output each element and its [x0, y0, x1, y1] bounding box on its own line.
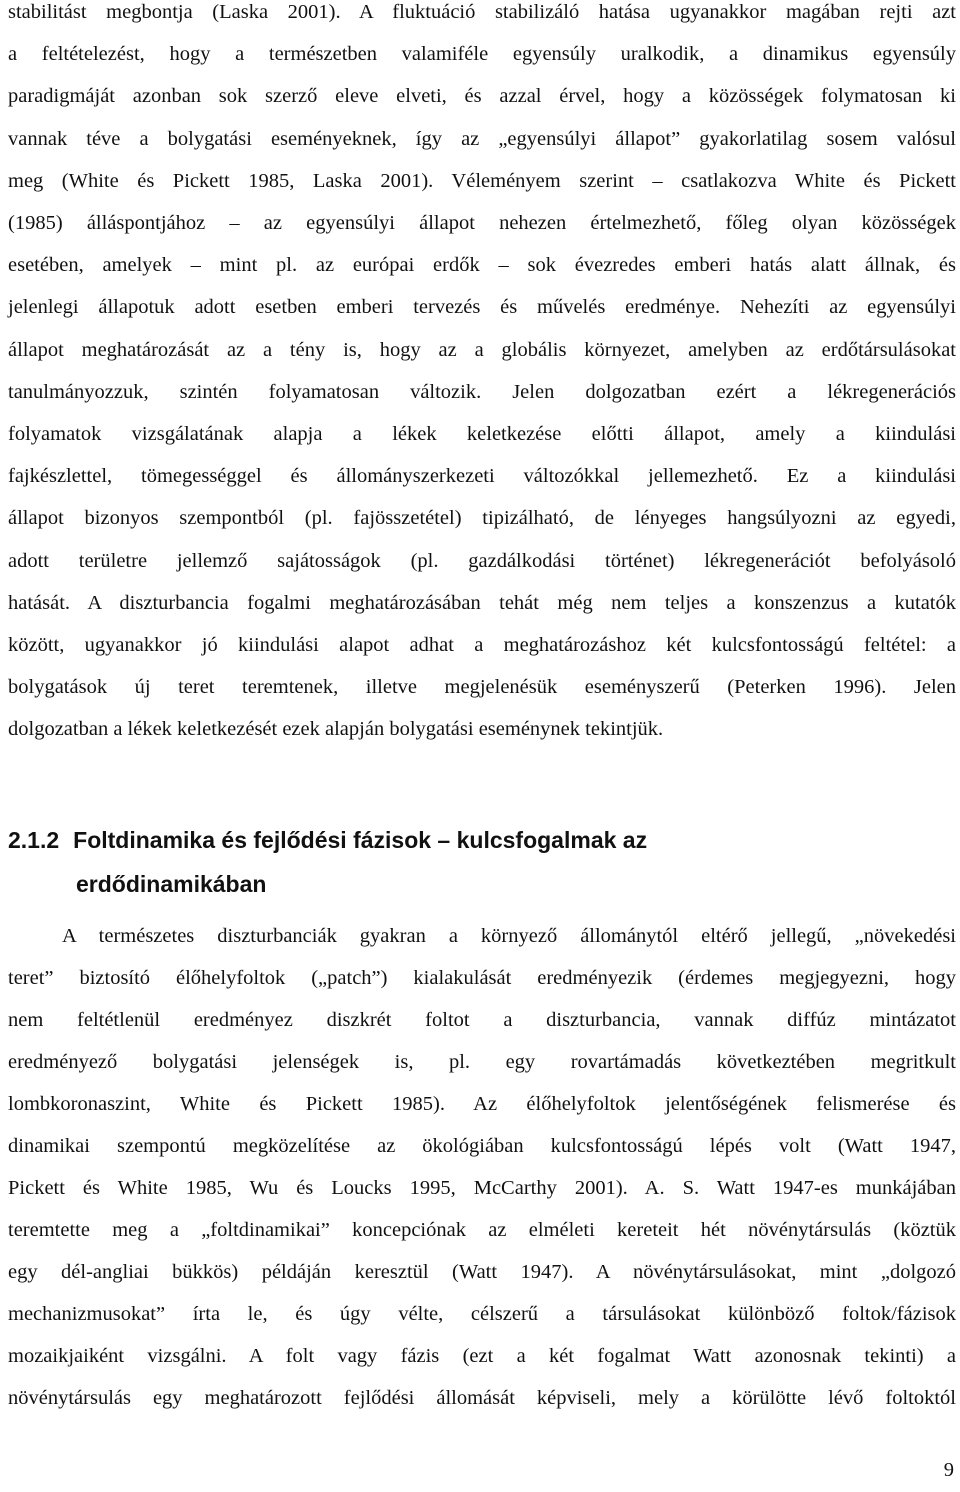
text-line: eredményező bolygatási jelenségek is, pl. egy rovartámadás következtében megritkult [8, 1051, 956, 1073]
section-heading-line-2 [76, 870, 266, 898]
text-line: vannak téve a bolygatási eseményeknek, így az „egyensúlyi állapot” gyakorlatilag sosem valósul [8, 127, 956, 150]
text-line: esetében, amelyek – mint pl. az európai erdők – sok évezredes emberi hatás alatt állnak, és [8, 254, 956, 277]
text-line: tanulmányozzuk, szintén folyamatosan változik. Jelen dolgozatban ezért a lékregenerációs [8, 380, 956, 403]
text-line: állapot meghatározását az a tény is, hogy az a globális környezet, amelyben az erdőtársulásokat [8, 338, 956, 361]
text-line: dolgozatban a lékek keletkezését ezek alapján bolygatási eseménynek tekintjük. [8, 718, 664, 741]
text-line: a feltételezést, hogy a természetben valamiféle egyensúly uralkodik, a dinamikus egyensúly [8, 43, 956, 66]
text-line: (1985) álláspontjához – az egyensúlyi állapot nehezen értelmezhető, főleg olyan közösségek [8, 212, 956, 234]
text-line: állapot bizonyos szempontból (pl. fajösszetétel) tipizálható, de lényeges hangsúlyozni az egyedi, [8, 507, 956, 530]
page-number: 9 [943, 1459, 954, 1481]
text-line: teremtette meg a „foltdinamikai” koncepciónak az elméleti kereteit hét növénytársulás (köztük [8, 1219, 956, 1241]
section-title-line-1: Foltdinamika és fejlődési fázisok – kulcsfogalmak az [73, 827, 648, 853]
text-line: dinamikai szempontú megközelítése az ökológiában kulcsfontosságú lépés volt (Watt 1947, [8, 1135, 956, 1157]
text-line: növénytársulás egy meghatározott fejlődési állomását képviseli, mely a körülötte lévő foltoktól [8, 1387, 956, 1409]
text-line: Pickett és White 1985, Wu és Loucks 1995, McCarthy 2001). A. S. Watt 1947-es munkájában [8, 1177, 956, 1199]
text-line: A természetes diszturbanciák gyakran a környező állománytól eltérő jellegű, „növekedési [62, 925, 956, 947]
text-line: hatását. A diszturbancia fogalmi meghatározásában tehát még nem teljes a konszenzus a kutatók [8, 591, 956, 614]
text-line: teret” biztosító élőhelyfoltok („patch”) kialakulását eredményezik (érdemes megjegyezni, hogy [8, 967, 956, 989]
section-number: 2.1.2 [8, 827, 60, 853]
text-line: meg (White és Pickett 1985, Laska 2001). Véleményem szerint – csatlakozva White és Pickett [8, 169, 956, 192]
text-line: stabilitást megbontja (Laska 2001). A fluktuáció stabilizáló hatása ugyanakkor magában rejti azt [8, 1, 956, 23]
text-line: fajkészlettel, tömegességgel és állományszerkezeti változókkal jellemezhető. Ez a kiindulási [8, 465, 956, 488]
text-line: paradigmáját azonban sok szerző eleve elveti, és azzal érvel, hogy a közösségek folymatosan ki [8, 85, 956, 108]
text-line: adott területre jellemző sajátosságok (pl. gazdálkodási történet) lékregenerációt befolyásoló [8, 549, 956, 572]
text-line: jelenlegi állapotuk adott esetben emberi tervezés és művelés eredménye. Nehezíti az egyensúlyi [8, 296, 956, 319]
text-line: mechanizmusokat” írta le, és úgy vélte, célszerű a társulásokat különböző foltok/fázisok [8, 1303, 956, 1325]
text-line: mozaikjaiként vizsgálni. A folt vagy fázis (ezt a két fogalmat Watt azonosnak tekinti) a [8, 1345, 956, 1367]
text-line: nem feltétlenül eredményez diszkrét foltot a diszturbancia, vannak diffúz mintázatot [8, 1009, 956, 1031]
section-heading-line-1 [8, 826, 647, 854]
text-line: egy dél-angliai bükkös) példáján keresztül (Watt 1947). A növénytársulásokat, mint „dolgozó [8, 1261, 956, 1283]
section-title-line-2: erdődinamikában [76, 871, 267, 897]
text-line: között, ugyanakkor jó kiindulási alapot adhat a meghatározáshoz két kulcsfontosságú feltétel: a [8, 634, 956, 656]
text-line: lombkoronaszint, White és Pickett 1985). Az élőhelyfoltok jelentőségének felismerése és [8, 1093, 956, 1115]
text-line: bolygatások új teret teremtenek, illetve megjelenésük eseményszerű (Peterken 1996). Jelen [8, 676, 956, 699]
text-line: folyamatok vizsgálatának alapja a lékek keletkezése előtti állapot, amely a kiindulási [8, 423, 956, 445]
